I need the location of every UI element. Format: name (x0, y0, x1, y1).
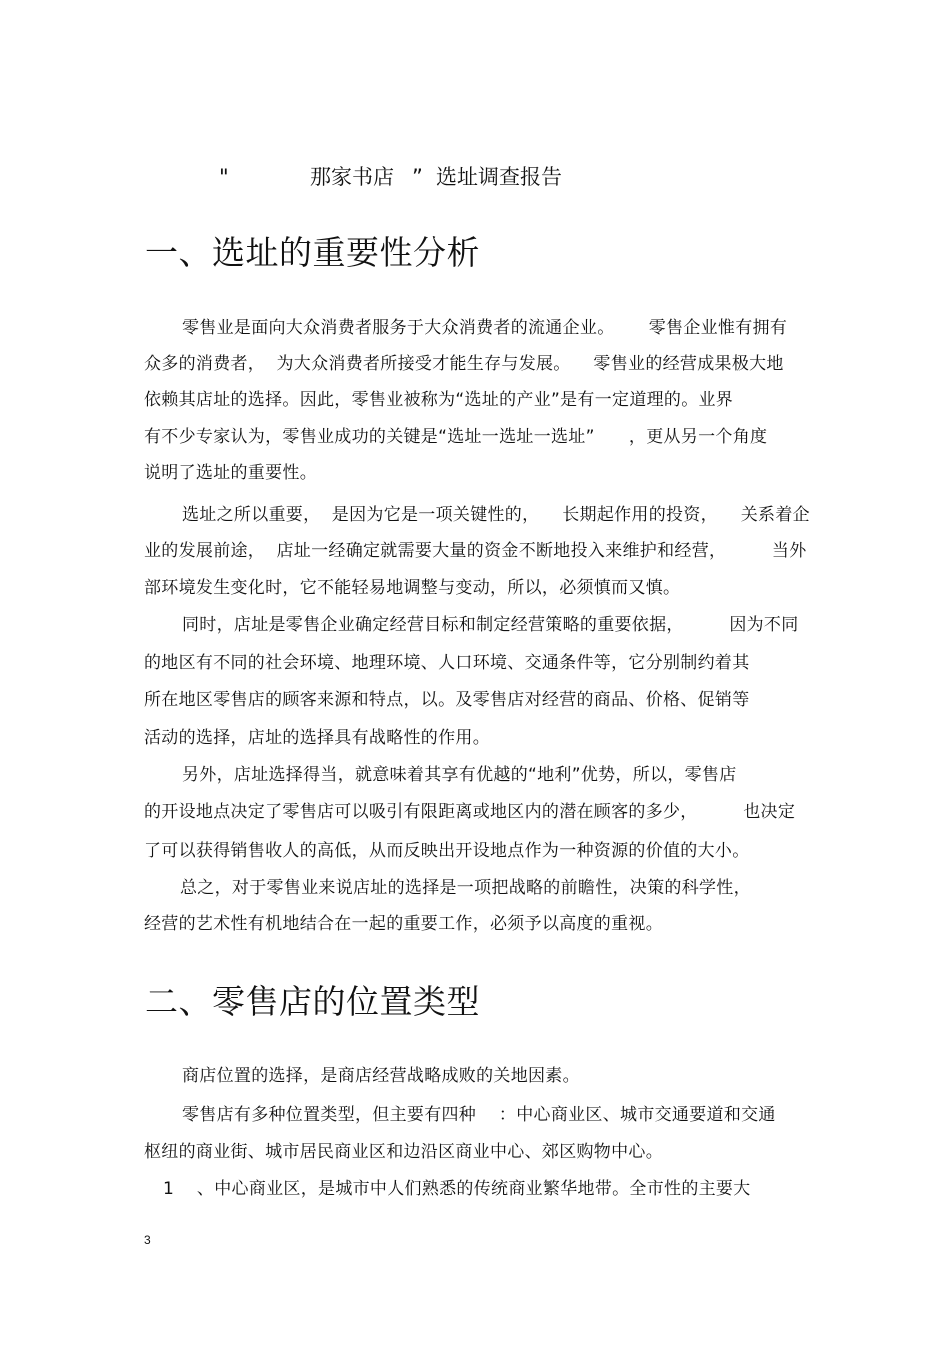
title-open-quote: " (219, 165, 229, 189)
paragraph-line: 选址之所以重要， 是因为它是一项关键性的， 长期起作用的投资， 关系着企 (182, 505, 810, 525)
title-report-text: 选址调查报告 (436, 165, 562, 189)
paragraph-line: 部环境发生变化时，它不能轻易地调整与变动，所以，必须慎而又慎。 (144, 578, 681, 598)
paragraph-line: 1 、中心商业区，是城市中人们熟悉的传统商业繁华地带。全市性的主要大 (163, 1179, 751, 1199)
paragraph-line: 同时，店址是零售企业确定经营目标和制定经营策略的重要依据， 因为不同 (182, 615, 799, 635)
section1-heading: 一、选址的重要性分析 (145, 233, 480, 272)
paragraph-line: 所在地区零售店的顾客来源和特点，以。及零售店对经营的商品、价格、促销等 (144, 690, 750, 710)
paragraph-line: 业的发展前途， 店址一经确定就需要大量的资金不断地投入来维护和经营， 当外 (144, 541, 807, 561)
paragraph-line: 活动的选择，店址的选择具有战略性的作用。 (144, 728, 490, 748)
paragraph-line: 商店位置的选择，是商店经营战略成败的关地因素。 (182, 1066, 580, 1086)
paragraph-line: 零售店有多种位置类型，但主要有四种 ：中心商业区、城市交通要道和交通 (182, 1105, 776, 1125)
section2-heading: 二、零售店的位置类型 (145, 982, 480, 1021)
paragraph-line: 另外，店址选择得当，就意味着其享有优越的“地利”优势，所以，零售店 (182, 765, 737, 785)
paragraph-line: 的开设地点决定了零售店可以吸引有限距离或地区内的潜在顾客的多少， 也决定 (144, 802, 796, 822)
paragraph-line: 依赖其店址的选择。因此，零售业被称为“选址的产业”是有一定道理的。业界 (144, 390, 734, 410)
page-number: 3 (144, 1233, 151, 1247)
paragraph-line: 零售业是面向大众消费者服务于大众消费者的流通企业。 零售企业惟有拥有 (182, 318, 788, 338)
paragraph-line: 枢纽的商业街、城市居民商业区和边沿区商业中心、郊区购物中心。 (144, 1142, 663, 1162)
paragraph-line: 的地区有不同的社会环境、地理环境、人口环境、交通条件等，它分别制约着其 (144, 653, 750, 673)
paragraph-line: 众多的消费者， 为大众消费者所接受才能生存与发展。 零售业的经营成果极大地 (144, 354, 784, 374)
paragraph-line: 总之，对于零售业来说店址的选择是一项把战略的前瞻性，决策的科学性， (180, 878, 751, 898)
paragraph-line: 有不少专家认为，零售业成功的关键是“选址一选址一选址” ，更从另一个角度 (144, 427, 768, 447)
title-close-quote: ” (412, 165, 423, 189)
title-store-name: 那家书店 (310, 165, 394, 189)
paragraph-line: 说明了选址的重要性。 (144, 463, 317, 483)
paragraph-line: 经营的艺术性有机地结合在一起的重要工作，必须予以高度的重视。 (144, 914, 663, 934)
paragraph-line: 了可以获得销售收人的高低，从而反映出开设地点作为一种资源的价值的大小。 (144, 841, 750, 861)
